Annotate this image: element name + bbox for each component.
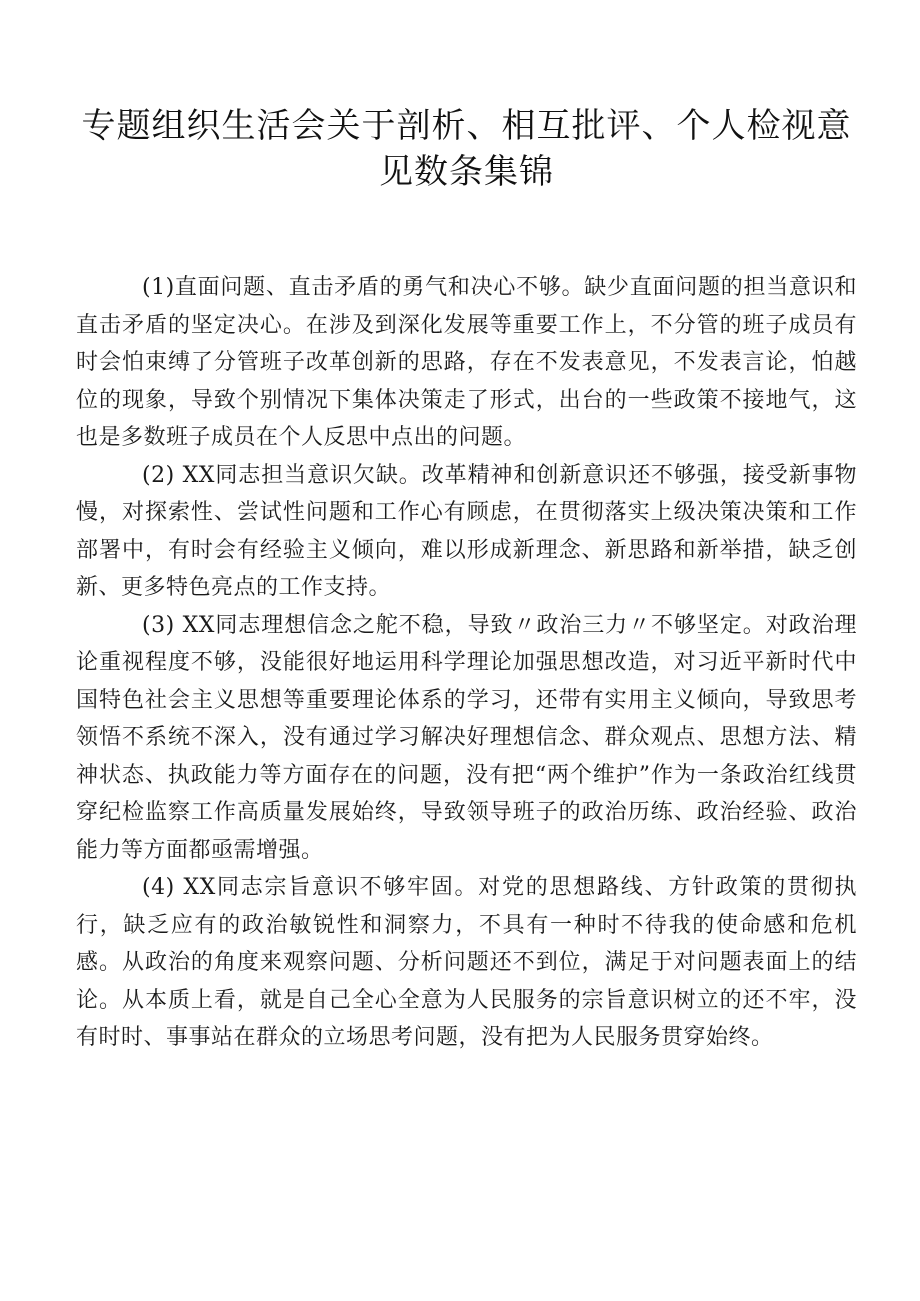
paragraph-2: (2) XX同志担当意识欠缺。改革精神和创新意识还不够强，接受新事物慢，对探索性、尝试性问题和工作心有顾虑，在贯彻落实上级决策决策和工作部署中，有时会有经验主义倾向，难以形成新理念、新思路和新举措，缺乏创新、更多特色亮点的工作支持。: [76, 462, 857, 600]
paragraph-1: (1)直面问题、直击矛盾的勇气和决心不够。缺少直面问题的担当意识和直击矛盾的坚定决心。在涉及到深化发展等重要工作上，不分管的班子成员有时会怕束缚了分管班子改革创新的思路，存在不发表意见，不发表言论，怕越位的现象，导致个别情况下集体决策走了形式，出台的一些政策不接地气，这也是多数班子成员在个人反思中点出的问题。: [76, 275, 857, 450]
document-title: 专题组织生活会关于剖析、相互批评、个人检视意见数条集锦: [81, 106, 852, 192]
paragraph-3: (3) XX同志理想信念之舵不稳，导致〃政治三力〃不够坚定。对政治理论重视程度不够，没能很好地运用科学理论加强思想改造，对习近平新时代中国特色社会主义思想等重要理论体系的学习，还带有实用主义倾向，导致思考领悟不系统不深入，没有通过学习解决好理想信念、群众观点、思想方法、精神状态、执政能力等方面存在的问题，没有把“两个维护”作为一条政治红线贯穿纪检监察工作高质量发展始终，导致领导班子的政治历练、政治经验、政治能力等方面都亟需增强。: [76, 612, 857, 863]
paragraph-4: (4) XX同志宗旨意识不够牢固。对党的思想路线、方针政策的贯彻执行，缺乏应有的政治敏锐性和洞察力，不具有一种时不待我的使命感和危机感。从政治的角度来观察问题、分析问题还不到位，满足于对问题表面上的结论。从本质上看，就是自己全心全意为人民服务的宗旨意识树立的还不牢，没有时时、事事站在群众的立场思考问题，没有把为人民服务贯穿始终。: [76, 875, 857, 1050]
